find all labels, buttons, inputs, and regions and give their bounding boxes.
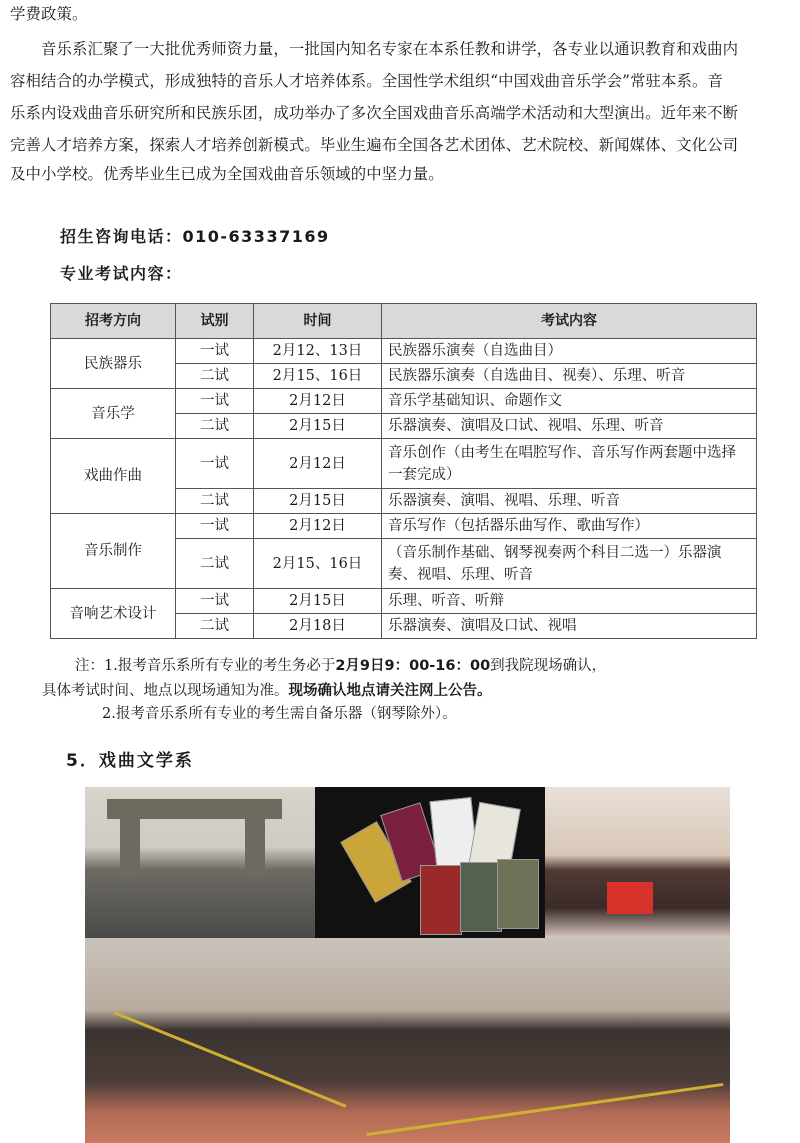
cell-round: 二试 <box>176 364 254 389</box>
exam-schedule-table <box>50 303 757 639</box>
photo-group-with-banner <box>545 787 730 938</box>
note-2: 2.报考音乐系所有专业的考生需自备乐器（钢琴除外）。 <box>102 706 457 722</box>
intro-line: 音乐系汇聚了一大批优秀师资力量，一批国内知名专家在本系任教和讲学，各专业以通识教育和戏曲内 <box>10 40 739 58</box>
cell-direction: 音乐学 <box>51 389 176 439</box>
cell-date: 2月12、13日 <box>254 339 382 364</box>
note-1-date: 2月9日9：00-16：00 <box>335 658 491 674</box>
note-1-cont <box>42 679 492 700</box>
cell-direction: 民族器乐 <box>51 339 176 389</box>
cell-round: 二试 <box>176 414 254 439</box>
red-banner <box>607 882 653 914</box>
cell-direction: 音响艺术设计 <box>51 589 176 639</box>
railing <box>114 1011 347 1107</box>
cell-content: 音乐创作（由考生在唱腔写作、音乐写作两套题中选择一套完成） <box>382 439 757 489</box>
note-1-text-c: 具体考试时间、地点以现场通知为准。 <box>42 683 289 699</box>
cell-content: 音乐写作（包括器乐曲写作、歌曲写作） <box>382 514 757 539</box>
cell-round: 一试 <box>176 439 254 489</box>
header-direction: 招考方向 <box>51 304 176 339</box>
cell-content: 乐器演奏、演唱及口试、视唱 <box>382 614 757 639</box>
cell-date: 2月15日 <box>254 589 382 614</box>
table-row <box>51 339 757 364</box>
photo-group-at-arch <box>85 787 315 938</box>
exam-content-title: 专业考试内容： <box>60 264 183 283</box>
book <box>497 859 539 929</box>
table-row <box>51 514 757 539</box>
book <box>420 865 462 935</box>
stone-arch <box>107 799 282 819</box>
cell-round: 一试 <box>176 589 254 614</box>
header-content: 考试内容 <box>382 304 757 339</box>
arch-post <box>120 817 140 877</box>
header-round: 试别 <box>176 304 254 339</box>
intro-line: 容相结合的办学模式，形成独特的音乐人才培养体系。全国性学术组织“中国戏曲音乐学会”常驻本系。音 <box>10 72 724 90</box>
cell-round: 二试 <box>176 489 254 514</box>
cell-date: 2月15日 <box>254 489 382 514</box>
photo-books <box>315 787 545 938</box>
intro-line: 完善人才培养方案，探索人才培养创新模式。毕业生遍布全国各艺术团体、艺术院校、新闻媒体、文化公司 <box>10 136 739 154</box>
cell-round: 二试 <box>176 539 254 589</box>
arch-post <box>245 817 265 877</box>
note-1-text-b: 到我院现场确认， <box>490 658 607 674</box>
table-row <box>51 439 757 489</box>
cell-direction: 戏曲作曲 <box>51 439 176 514</box>
section-heading: 5．戏曲文学系 <box>66 751 194 771</box>
header-date: 时间 <box>254 304 382 339</box>
cell-content: 音乐学基础知识、命题作文 <box>382 389 757 414</box>
intro-line: 学费政策。 <box>10 5 88 23</box>
cell-date: 2月12日 <box>254 389 382 414</box>
intro-line: 及中小学校。优秀毕业生已成为全国戏曲音乐领域的中坚力量。 <box>10 165 444 183</box>
cell-date: 2月15日 <box>254 414 382 439</box>
admission-phone: 招生咨询电话：010-63337169 <box>60 227 330 246</box>
table-row <box>51 389 757 414</box>
table-header-row <box>51 304 757 339</box>
cell-round: 一试 <box>176 339 254 364</box>
cell-date: 2月12日 <box>254 439 382 489</box>
note-1 <box>75 654 606 675</box>
cell-content: 民族器乐演奏（自选曲目） <box>382 339 757 364</box>
cell-content: 乐器演奏、演唱、视唱、乐理、听音 <box>382 489 757 514</box>
cell-round: 一试 <box>176 389 254 414</box>
cell-round: 一试 <box>176 514 254 539</box>
book <box>460 862 502 932</box>
cell-date: 2月15、16日 <box>254 364 382 389</box>
railing <box>367 1083 724 1136</box>
table-row <box>51 589 757 614</box>
note-1-text: 注：1.报考音乐系所有专业的考生务必于 <box>75 658 336 674</box>
photo-panorama-crowd <box>85 938 730 1143</box>
cell-content: 乐理、听音、听辩 <box>382 589 757 614</box>
cell-date: 2月18日 <box>254 614 382 639</box>
intro-line: 乐系内设戏曲音乐研究所和民族乐团，成功举办了多次全国戏曲音乐高端学术活动和大型演出。近年来不断 <box>10 104 739 122</box>
cell-round: 二试 <box>176 614 254 639</box>
cell-content: 民族器乐演奏（自选曲目、视奏）、乐理、听音 <box>382 364 757 389</box>
cell-content: 乐器演奏、演唱及口试、视唱、乐理、听音 <box>382 414 757 439</box>
note-1-announcement: 现场确认地点请关注网上公告。 <box>288 683 492 699</box>
cell-direction: 音乐制作 <box>51 514 176 589</box>
cell-content: （音乐制作基础、钢琴视奏两个科目二选一）乐器演奏、视唱、乐理、听音 <box>382 539 757 589</box>
cell-date: 2月15、16日 <box>254 539 382 589</box>
cell-date: 2月12日 <box>254 514 382 539</box>
